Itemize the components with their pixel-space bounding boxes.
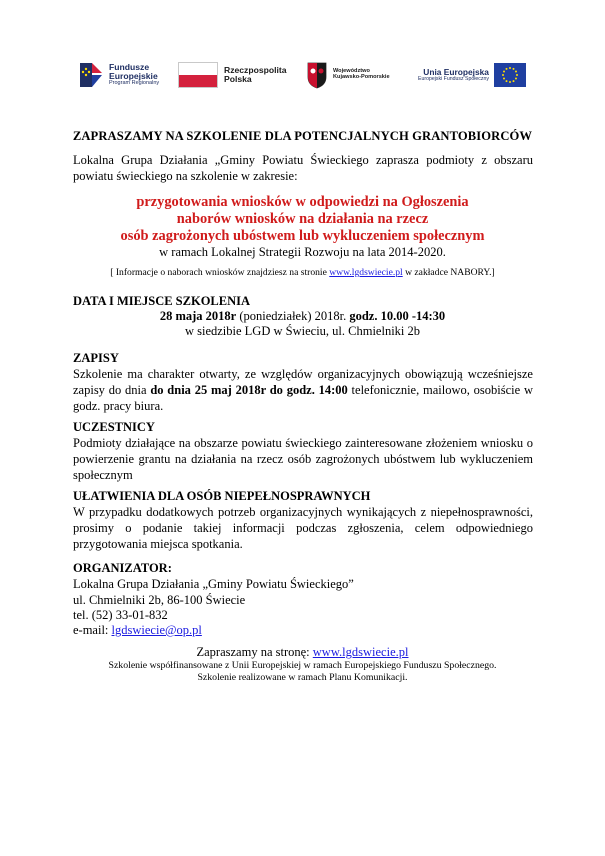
info-note-after: w zakładce NABORY.] — [402, 267, 495, 278]
fe-line3: Program Regionalny — [109, 80, 160, 87]
info-note-before: [ Informacje o naborach wniosków znajdziesz na stronie — [110, 267, 330, 278]
fe-line1: Fundusze — [109, 62, 150, 73]
ulatwienia-text: W przypadku dodatkowych potrzeb organizacyjnych wynikających z niepełnosprawności, prosimy o podanie takiej informacji podczas zgłoszenia, celem odpowiedniego przygotowania miejsca spotkania. — [73, 505, 533, 551]
email-label: e-mail: — [73, 623, 112, 637]
voivodeship-crest-icon — [306, 61, 328, 89]
organizator-line1: Lokalna Grupa Działania „Gminy Powiatu Świeckiego” — [73, 577, 354, 591]
ulatwienia-title: UŁATWIENIA DLA OSÓB NIEPEŁNOSPRAWNYCH — [73, 489, 371, 503]
date-mid: (poniedziałek) 2018r. — [236, 309, 350, 323]
polish-flag-icon — [178, 62, 218, 88]
strategy-line: w ramach Lokalnej Strategii Rozwoju na lata 2014-2020. — [159, 245, 446, 259]
date-section-title: DATA I MIEJSCE SZKOLENIA — [73, 294, 251, 308]
wkp-line1: Województwo — [333, 68, 370, 75]
rp-line1: Rzeczpospolita — [224, 64, 287, 75]
rzeczpospolita-polska-logo — [178, 57, 287, 93]
footer-line1: Szkolenie współfinansowane z Unii Europejskiej w ramach Europejskiego Funduszu Społecznego. — [108, 660, 497, 671]
organizator-title: ORGANIZATOR: — [73, 561, 172, 575]
organizator-email-line — [73, 622, 533, 638]
unia-europejska-logo — [418, 57, 526, 93]
rp-line2: Polska — [224, 74, 252, 84]
footer-invite-before: Zapraszamy na stronę: — [196, 645, 313, 659]
email-link[interactable]: lgdswiecie@op.pl — [111, 623, 202, 637]
topic-line-2: naborów wniosków na działania na rzecz — [176, 211, 429, 227]
organizator-line2: ul. Chmielniki 2b, 86-100 Świecie — [73, 593, 246, 607]
uczestnicy-text: Podmioty działające na obszarze powiatu świeckiego zainteresowane złożeniem wniosku o powierzenie grantu na działania na rzecz osób zagrożonych ubóstwem lub wykluczeniem społecznym — [73, 436, 533, 482]
time-bold: godz. 10.00 -14:30 — [349, 309, 446, 323]
zapisy-title: ZAPISY — [73, 351, 119, 365]
intro-paragraph: Lokalna Grupa Działania „Gminy Powiatu Świeckiego zaprasza podmioty z obszaru powiatu świeckiego na szkolenie w zakresie: — [73, 153, 533, 183]
fundusze-europejskie-icon — [78, 60, 104, 90]
topic-line-3: osób zagrożonych ubóstwem lub wykluczeniem społecznym — [120, 228, 485, 244]
page-title: ZAPRASZAMY NA SZKOLENIE DLA POTENCJALNYCH GRANTOBIORCÓW — [72, 129, 533, 143]
date-bold: 28 maja 2018r — [159, 309, 237, 323]
zapisy-text — [73, 366, 533, 414]
zapisy-text-before: Szkolenie ma charakter otwarty, ze względów organizacyjnych obowiązują wcześniejsze zapisy do dnia — [73, 367, 533, 397]
ue-line2: Europejski Fundusz Społeczny — [418, 75, 489, 82]
fe-line2: Europejskie — [109, 71, 158, 82]
footer-website-link[interactable]: www.lgdswiecie.pl — [312, 645, 409, 659]
zapisy-deadline: do dnia 25 maj 2018r do godz. 14:00 — [150, 383, 348, 397]
uczestnicy-title: UCZESTNICY — [73, 420, 155, 434]
zapisy-text-after: telefonicznie, mailowo, osobiście w godz. pracy biura. — [73, 383, 533, 413]
ue-line1: Unia Europejska — [423, 66, 489, 77]
info-note-link[interactable]: www.lgdswiecie.pl — [329, 267, 403, 278]
info-note — [0, 267, 605, 278]
wojewodztwo-logo — [306, 57, 390, 93]
topic-line-1: przygotowania wniosków w odpowiedzi na Ogłoszenia — [136, 194, 469, 210]
footer-line2: Szkolenie realizowane w ramach Planu Komunikacji. — [197, 672, 408, 683]
place-line: w siedzibie LGD w Świeciu, ul. Chmielniki 2b — [184, 324, 421, 338]
date-line — [0, 309, 605, 324]
organizator-line3: tel. (52) 33-01-832 — [73, 608, 168, 622]
wkp-line2: Kujawsko-Pomorskie — [333, 74, 390, 80]
fundusze-europejskie-logo — [78, 57, 159, 93]
logo-bar — [78, 57, 530, 93]
footer-invite — [0, 645, 605, 660]
eu-flag-icon — [494, 63, 526, 87]
